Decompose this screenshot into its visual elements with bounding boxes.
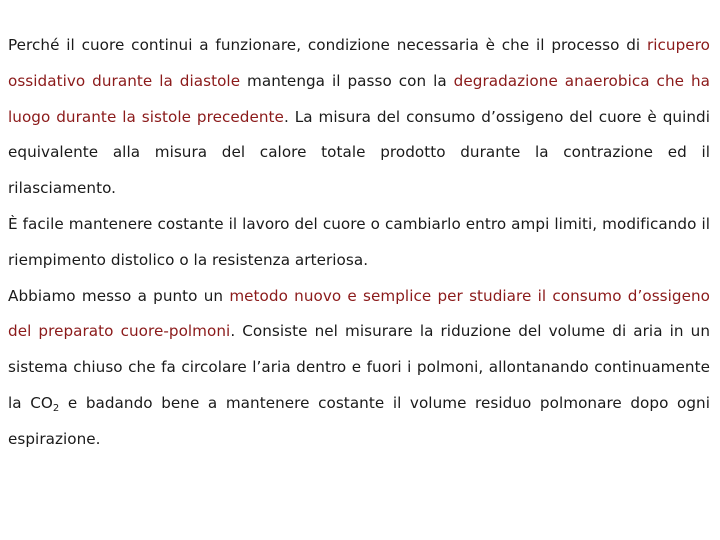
- p1-text-1: Perché il cuore continui a funzionare, condizione necessaria è che il processo di: [8, 36, 647, 54]
- p3-text-3: e badando bene a mantenere costante il volume residuo polmonare dopo ogni espirazione.: [8, 393, 710, 448]
- paragraph-oxidative-recovery: [8, 28, 710, 207]
- co2-subscript: 2: [52, 402, 60, 414]
- p3-text-2: . Consiste nel misurare la riduzione del volume di aria in un sistema chiuso che fa circolare l’aria dentro e fuori i polmoni, allontanando continuamente la CO: [8, 322, 710, 412]
- p1-text-2: mantenga il passo con la: [240, 71, 454, 90]
- p1-text-3: . La misura del consumo d’ossigeno del cuore è quindi equivalente alla misura del calore totale prodotto durante la contrazione ed il rilasciamento.: [8, 107, 710, 198]
- highlight-anaerobic-degradation: degradazione anaerobica che ha luogo durante la sistole precedente: [8, 71, 710, 126]
- paragraph-heart-work: [8, 207, 710, 279]
- highlight-new-method: metodo nuovo e semplice per studiare il consumo d’ossigeno del preparato cuore-polmoni: [8, 286, 711, 341]
- p2-text-1: È facile mantenere costante il lavoro del cuore o cambiarlo entro ampi limiti, modificando il riempimento distolico o la resistenza arteriosa.: [8, 214, 710, 269]
- paragraph-method: [8, 279, 710, 458]
- highlight-oxidative-recovery: ricupero ossidativo durante la diastole: [8, 36, 710, 90]
- p3-text-1: Abbiamo messo a punto un: [8, 286, 230, 305]
- slide-content: [8, 28, 710, 458]
